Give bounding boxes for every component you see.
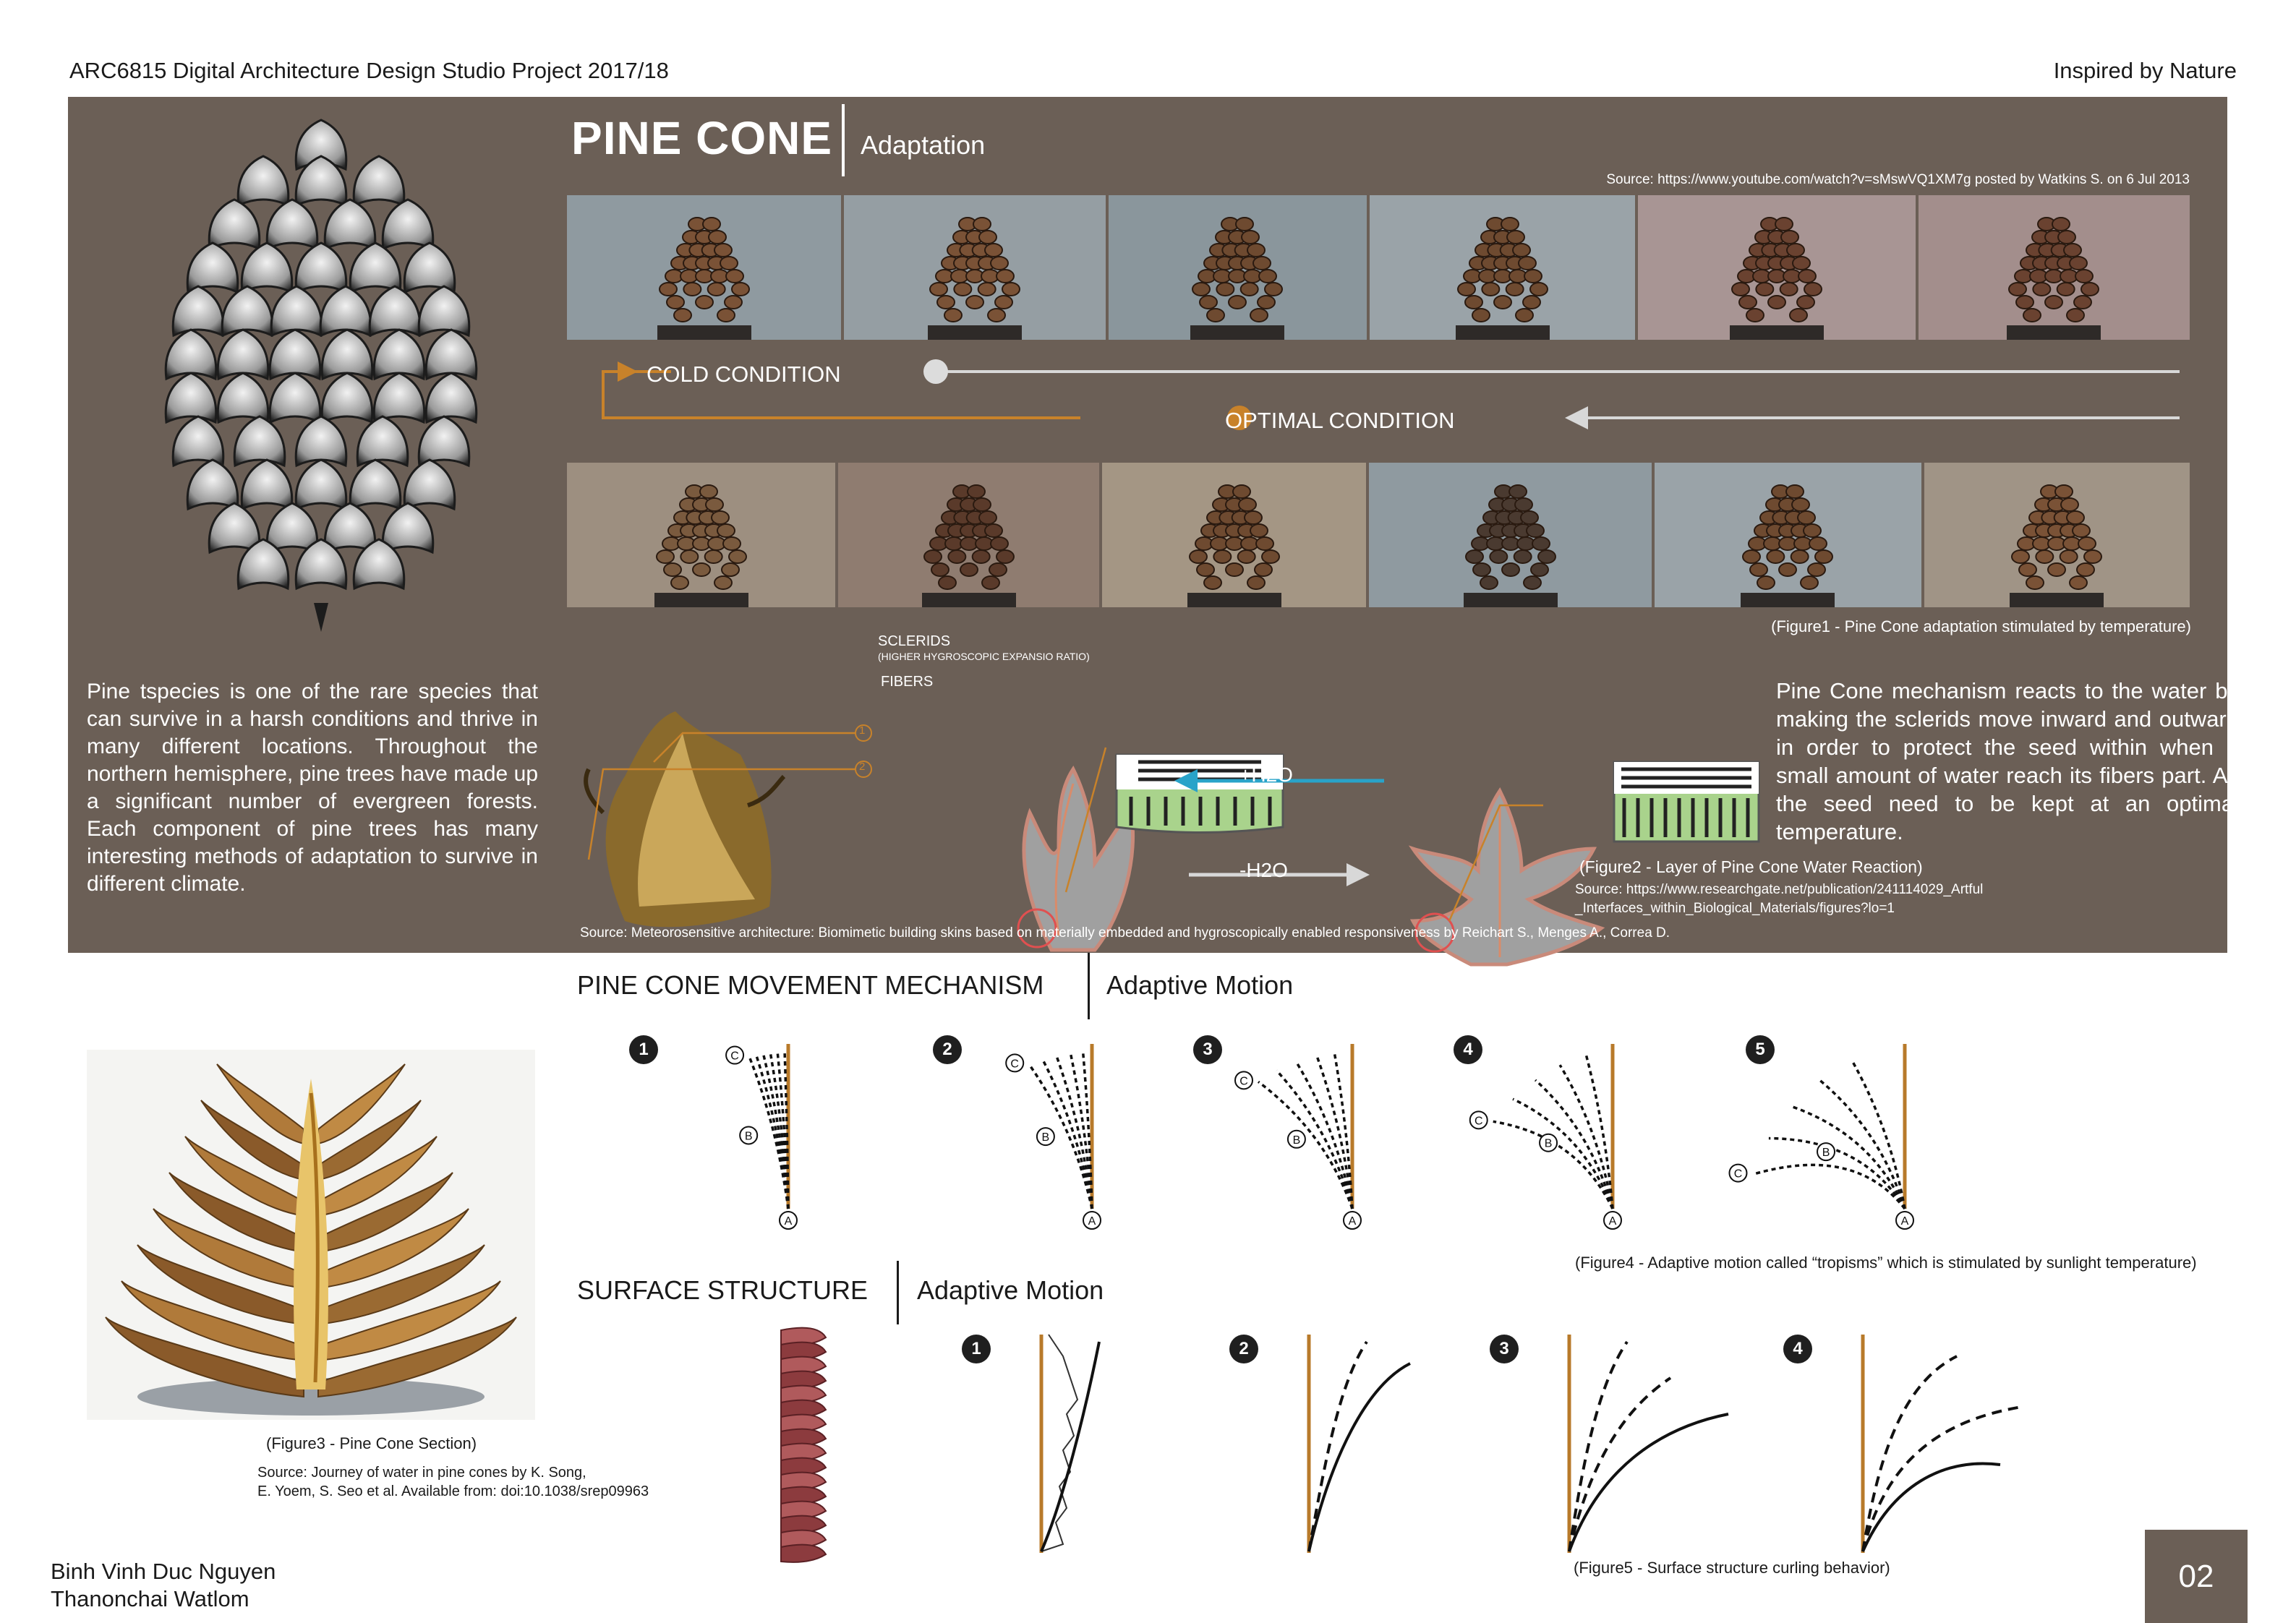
photo-strip-bottom	[567, 463, 2190, 607]
cone-photo	[1187, 477, 1281, 607]
movement-title: PINE CONE MOVEMENT MECHANISM	[577, 970, 1044, 1000]
cone-photo	[1464, 477, 1558, 607]
cone-photo	[1741, 477, 1835, 607]
motion-point-b	[1540, 1134, 1557, 1152]
cone-photo	[922, 477, 1016, 607]
motion-point-b	[1037, 1128, 1054, 1145]
figure3-source-line1: Source: Journey of water in pine cones by K. Song,	[257, 1465, 586, 1481]
svg-text:B: B	[1292, 1134, 1301, 1147]
surface-curl-diagram	[1562, 1327, 1750, 1566]
figure1-caption: (Figure1 - Pine Cone adaptation stimulated by temperature)	[1771, 617, 2191, 635]
motion-point-a	[780, 1212, 797, 1229]
svg-text:B: B	[1041, 1131, 1050, 1144]
svg-text:A: A	[1348, 1215, 1357, 1228]
cone-photo-frame	[1102, 463, 1366, 607]
motion-point-c	[1470, 1111, 1488, 1129]
figure3-caption: (Figure3 - Pine Cone Section)	[266, 1434, 477, 1452]
cone-photo-frame	[1638, 195, 1915, 340]
svg-text:A: A	[1900, 1215, 1909, 1228]
intro-paragraph: Pine tspecies is one of the rare species that can survive in a harsh conditions and thrive in many different locations. Throughout the northern hemisphere, pine trees have made up a significant number of evergreen forests. Each component of pine trees has many interesting methods of adaptation to survive in different climate.	[87, 680, 538, 896]
motion-point-c	[726, 1047, 743, 1064]
figure2-caption: (Figure2 - Layer of Pine Cone Water Reaction)	[1579, 857, 1923, 876]
svg-text:B: B	[1544, 1137, 1553, 1150]
legend-num-2: 2	[859, 761, 866, 773]
motion-point-b	[740, 1126, 757, 1144]
figure2-source-line2: _Interfaces_within_Biological_Materials/figures?lo=1	[1575, 901, 1895, 916]
pine-cone-section-photo	[87, 1050, 535, 1420]
cone-scale-diagram	[560, 632, 1182, 950]
plus-h2o-label: +H2O	[1239, 763, 1293, 786]
cone-photo-frame	[1919, 195, 2190, 340]
cold-condition-label: COLD CONDITION	[646, 361, 841, 387]
optimal-condition-label: OPTIMAL CONDITION	[1225, 408, 1455, 433]
legend-sclerids-note: (HIGHER HYGROSCOPIC EXPANSIO RATIO)	[878, 651, 1090, 662]
motion-point-c	[1006, 1054, 1023, 1071]
cone-photo-frame	[567, 195, 841, 340]
cone-photo	[654, 477, 748, 607]
movement-step-number: 2	[933, 1035, 962, 1064]
svg-text:A: A	[1608, 1215, 1617, 1228]
cone-photo	[2007, 210, 2101, 340]
motion-point-b	[1288, 1131, 1305, 1148]
surface-step-number: 3	[1490, 1335, 1519, 1363]
cone-photo-frame	[1370, 195, 1635, 340]
figure4-caption: (Figure4 - Adaptive motion called “tropisms” which is stimulated by sunlight temperature)	[1575, 1254, 2197, 1272]
figure2-source-line1: Source: https://www.researchgate.net/publication/241114029_Artful	[1575, 882, 1984, 897]
theme-title: Inspired by Nature	[2053, 58, 2237, 83]
cone-photo-frame	[838, 463, 1099, 607]
cone-photo-frame	[567, 463, 835, 607]
surface-subtitle: Adaptive Motion	[917, 1275, 1104, 1305]
motion-point-c	[1729, 1165, 1746, 1182]
surface-curl-diagram	[1856, 1327, 2044, 1566]
movement-diagram	[1468, 1041, 1685, 1258]
project-title: ARC6815 Digital Architecture Design Studio Project 2017/18	[69, 58, 669, 83]
svg-text:B: B	[744, 1130, 753, 1143]
meteorosensitive-source: Source: Meteorosensitive architecture: Biomimetic building skins based on materially embedded and hygroscopically enabled responsiveness by Reichart S., Menges A., Correa D.	[580, 925, 1670, 941]
movement-diagram	[1208, 1041, 1425, 1258]
panel-subtitle: Adaptation	[861, 130, 986, 160]
cone-photo	[2010, 477, 2104, 607]
movement-divider	[1088, 953, 1090, 1019]
motion-point-a	[1083, 1212, 1101, 1229]
surface-step-number: 1	[962, 1335, 991, 1363]
adaptation-panel	[68, 97, 2239, 953]
author-2: Thanonchai Watlom	[51, 1586, 249, 1611]
figure5-caption: (Figure5 - Surface structure curling behavior)	[1574, 1559, 1890, 1577]
svg-text:B: B	[1822, 1147, 1830, 1160]
motion-point-a	[1896, 1212, 1913, 1229]
cone-photo-frame	[1369, 463, 1652, 607]
surface-step-number: 4	[1783, 1335, 1812, 1363]
minus-h2o-label: -H2O	[1239, 859, 1288, 881]
svg-text:C: C	[1010, 1058, 1019, 1071]
movement-subtitle: Adaptive Motion	[1106, 970, 1294, 1000]
legend-num-1: 1	[859, 724, 866, 737]
surface-title: SURFACE STRUCTURE	[577, 1275, 869, 1305]
svg-text:C: C	[730, 1050, 739, 1063]
movement-diagram	[947, 1041, 1164, 1258]
cone-photo-frame	[1924, 463, 2190, 607]
svg-text:A: A	[784, 1215, 793, 1228]
title-divider	[842, 104, 845, 176]
figure3-source-line2: E. Yoem, S. Seo et al. Available from: doi:10.1038/srep09963	[257, 1483, 649, 1499]
motion-point-a	[1344, 1212, 1361, 1229]
movement-step-number: 3	[1193, 1035, 1222, 1064]
motion-point-a	[1604, 1212, 1621, 1229]
movement-step-number: 1	[629, 1035, 658, 1064]
mechanism-paragraph: Pine Cone mechanism reacts to the water by making the sclerids move inward and outward in order to protect the seed within when a small amount of water reach its fibers part. As the seed need to be kept at an optimal temperature.	[1776, 678, 2239, 844]
cone-photo	[928, 210, 1022, 340]
movement-step-number: 5	[1746, 1035, 1775, 1064]
svg-text:C: C	[1474, 1115, 1483, 1128]
author-1: Binh Vinh Duc Nguyen	[51, 1559, 276, 1584]
cone-photo	[1456, 210, 1550, 340]
movement-step-number: 4	[1454, 1035, 1482, 1064]
surface-step-number: 2	[1229, 1335, 1258, 1363]
surface-curl-diagram	[1034, 1327, 1222, 1566]
cone-photo-frame	[844, 195, 1105, 340]
pine-cone-illustration	[119, 104, 524, 639]
svg-text:C: C	[1239, 1075, 1248, 1088]
movement-diagram	[1733, 1041, 1977, 1258]
legend-fibers: FIBERS	[881, 674, 934, 690]
cone-photo-frame	[1109, 195, 1367, 340]
svg-text:A: A	[1088, 1215, 1096, 1228]
cone-photo	[1730, 210, 1824, 340]
cone-photo	[1190, 210, 1284, 340]
surface-curl-diagram	[1302, 1327, 1490, 1566]
photo-strip-top	[567, 195, 2190, 340]
surface-divider	[897, 1261, 899, 1324]
motion-point-b	[1817, 1143, 1835, 1160]
cone-photo	[657, 210, 751, 340]
video-source: Source: https://www.youtube.com/watch?v=sMswVQ1XM7g posted by Watkins S. on 6 Jul 2013	[1606, 172, 2190, 187]
motion-point-c	[1235, 1071, 1252, 1089]
movement-diagram	[644, 1041, 861, 1258]
svg-text:C: C	[1733, 1168, 1743, 1181]
cone-photo-frame	[1655, 463, 1921, 607]
red-cone-sample	[767, 1323, 832, 1562]
page-number: 02	[2145, 1530, 2248, 1623]
legend-sclerids: SCLERIDS	[878, 633, 951, 649]
panel-title: PINE CONE	[571, 112, 833, 164]
